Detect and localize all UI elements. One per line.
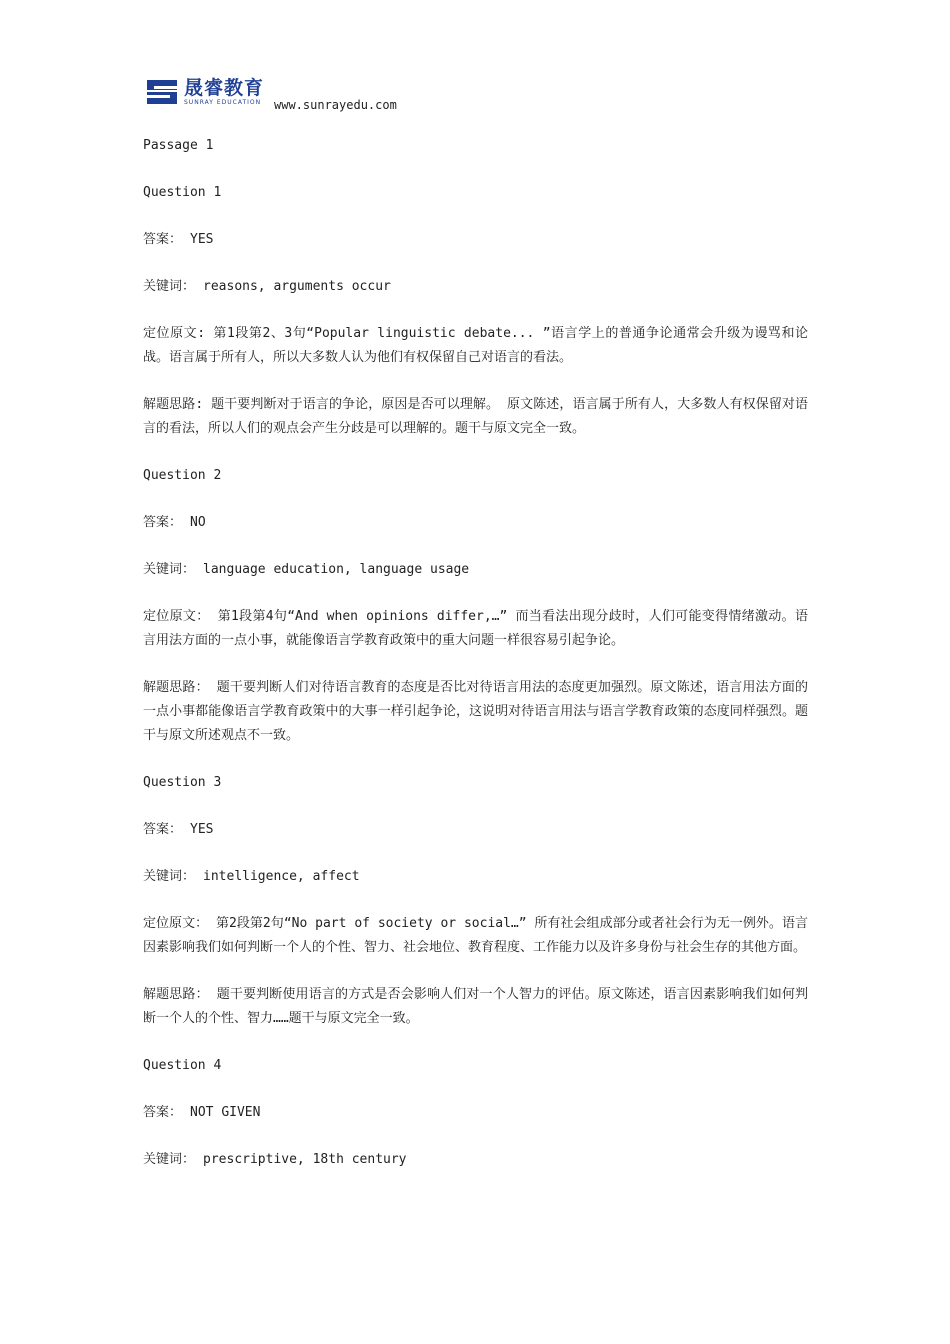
answer-label: 答案： [143, 822, 183, 837]
question-title: Question 2 [143, 468, 222, 483]
answer-value: NOT GIVEN [190, 1105, 261, 1120]
page-header [143, 77, 808, 112]
answer-value: YES [190, 822, 214, 837]
answer-label: 答案： [143, 515, 183, 530]
locate-text: 第1段第4句“And when opinions differ,…” 而当看法出现分歧时，人们可能变得情绪激动。语言用法方面的一点小事，就能像语言学教育政策中的重大问题一样很容易引起争论。 [143, 609, 808, 648]
answer-line [143, 818, 808, 842]
locate-label: 定位原文: [143, 326, 206, 341]
keywords-value: intelligence, affect [203, 869, 360, 884]
keywords-line [143, 558, 808, 582]
analysis-text: 题干要判断使用语言的方式是否会影响人们对一个人智力的评估。原文陈述，语言因素影响我们如何判断一个人的个性、智力……题干与原文完全一致。 [143, 987, 808, 1026]
locate-text: 第2段第2句“No part of society or social…” 所有社会组成部分或者社会行为无一例外。语言因素影响我们如何判断一个人的个性、智力、社会地位、教育程度、工作能力以及许多身份与社会生存的其他方面。 [143, 916, 808, 955]
answer-value: NO [190, 515, 206, 530]
logo-chinese-text: 晟睿教育 [184, 77, 265, 99]
keywords-value: reasons, arguments occur [203, 279, 391, 294]
answer-label: 答案： [143, 232, 183, 247]
logo-english-text: SUNRAY EDUCATION [184, 99, 262, 106]
keywords-line [143, 1148, 808, 1172]
sunray-logo [143, 78, 265, 108]
answer-value: YES [190, 232, 214, 247]
locate-paragraph [143, 605, 808, 653]
answer-key [143, 134, 808, 1172]
analysis-paragraph [143, 983, 808, 1031]
locate-text: 第1段第2、3句“Popular linguistic debate... ”语言学上的普通争论通常会升级为谩骂和论战。语言属于所有人，所以大多数人认为他们有权保留自己对语言的看法。 [143, 326, 809, 365]
keywords-label: 关键词： [143, 279, 196, 294]
passage-title: Passage 1 [143, 138, 214, 153]
locate-paragraph [143, 912, 808, 960]
locate-label: 定位原文： [143, 916, 209, 931]
logo-s-icon [143, 78, 181, 106]
keywords-label: 关键词： [143, 562, 196, 577]
keywords-value: prescriptive, 18th century [203, 1152, 407, 1167]
analysis-text: 题干要判断人们对待语言教育的态度是否比对待语言用法的态度更加强烈。原文陈述，语言用法方面的一点小事都能像语言学教育政策中的大事一样引起争论，这说明对待语言用法与语言学教育政策的态度同样强烈。题干与原文所述观点不一致。 [143, 680, 808, 743]
keywords-label: 关键词： [143, 869, 196, 884]
answer-label: 答案： [143, 1105, 183, 1120]
answer-line [143, 228, 808, 252]
analysis-label: 解题思路: [143, 397, 204, 412]
analysis-text: 题干要判断对于语言的争论，原因是否可以理解。 原文陈述，语言属于所有人，大多数人有权保留对语言的看法，所以人们的观点会产生分歧是可以理解的。题干与原文完全一致。 [143, 397, 809, 436]
keywords-line [143, 865, 808, 889]
answer-line [143, 511, 808, 535]
keywords-value: language education, language usage [203, 562, 470, 577]
answer-line [143, 1101, 808, 1125]
analysis-label: 解题思路： [143, 987, 209, 1002]
keywords-label: 关键词： [143, 1152, 196, 1167]
analysis-label: 解题思路： [143, 680, 209, 695]
question-title: Question 1 [143, 185, 222, 200]
document-page [143, 78, 808, 1195]
keywords-line [143, 275, 808, 299]
analysis-paragraph [143, 676, 808, 748]
locate-label: 定位原文： [143, 609, 210, 624]
locate-paragraph [143, 322, 808, 370]
analysis-paragraph [143, 393, 808, 441]
question-title: Question 3 [143, 775, 222, 790]
site-url[interactable]: www.sunrayedu.com [274, 98, 397, 112]
question-title: Question 4 [143, 1058, 222, 1073]
